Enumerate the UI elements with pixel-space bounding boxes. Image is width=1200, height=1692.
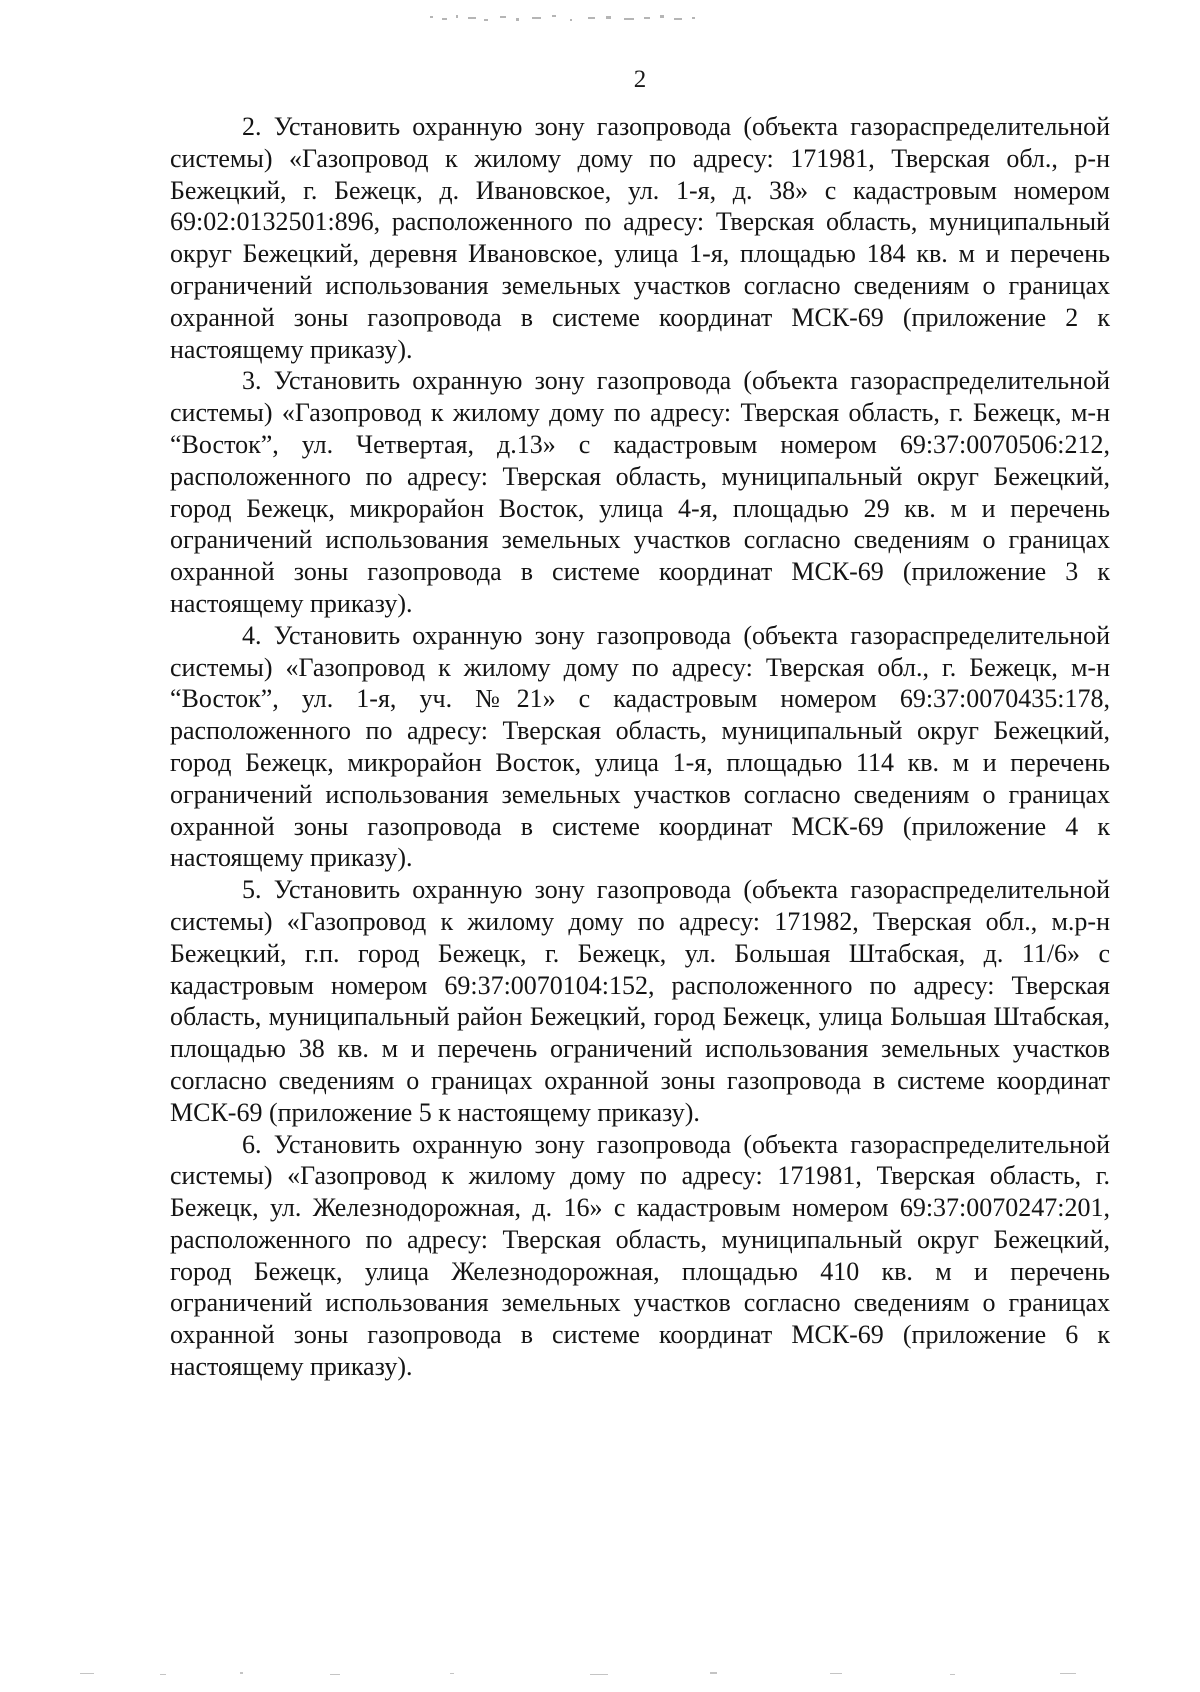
paragraph-4: 4. Установить охранную зону газопровода (объекта газораспределительной системы) «Газопровод к жилому дому по адресу: Тверская обл., г. Бежецк, м-н “Восток”, ул. 1-я, уч. №21» с кадастровым номером 69:37:0070435:178, расположенного по адресу: Тверская область, муниципальный округ Бежецкий, город Бежецк, микрорайон Восток, улица 1-я, площадью 114 кв. м и перечень ограничений использования земельных участков согласно сведениям о границах охранной зоны газопровода в системе координат МСК-69 (приложение 4 к настоящему приказу). (170, 620, 1110, 873)
document-body (170, 111, 1110, 1383)
scan-artifact (420, 8, 740, 30)
paragraph-3: 3. Установить охранную зону газопровода (объекта газораспределительной системы) «Газопровод к жилому дому по адресу: Тверская область, г. Бежецк, м-н “Восток”, ул. Четвертая, д.13» с кадастровым номером 69:37:0070506:212, расположенного по адресу: Тверская область, муниципальный округ Бежецкий, город Бежецк, микрорайон Восток, улица 4-я, площадью 29 кв. м и перечень ограничений использования земельных участков согласно сведениям о границах охранной зоны газопровода в системе координат МСК-69 (приложение 3 к настоящему приказу). (170, 366, 1110, 618)
page-number: 2 (633, 66, 647, 93)
paragraph-5: 5. Установить охранную зону газопровода (объекта газораспределительной системы) «Газопровод к жилому дому по адресу: 171982, Тверская обл., м.р-н Бежецкий, г.п. город Бежецк, г. Бежецк, ул. Большая Штабская, д. 11/6» с кадастровым номером 69:37:0070104:152, расположенного по адресу: Тверская область, муниципальный район Бежецкий, город Бежецк, улица Большая Штабская, площадью 38 кв. м и перечень ограничений использования земельных участков согласно сведениям о границах охранной зоны газопровода в системе координат МСК-69 (приложение 5 к настоящему приказу). (170, 875, 1110, 1127)
paragraph-6: 6. Установить охранную зону газопровода (объекта газораспределительной системы) «Газопровод к жилому дому по адресу: 171981, Тверская область, г. Бежецк, ул. Железнодорожная, д. 16» с кадастровым номером 69:37:0070247:201, расположенного по адресу: Тверская область, муниципальный округ Бежецкий, город Бежецк, улица Железнодорожная, площадью 410 кв. м и перечень ограничений использования земельных участков согласно сведениям о границах охранной зоны газопровода в системе координат МСК-69 (приложение 6 к настоящему приказу). (170, 1129, 1110, 1382)
scan-artifact-bottom (70, 1668, 1170, 1680)
paragraph-2: 2. Установить охранную зону газопровода (объекта газораспределительной системы) «Газопровод к жилому дому по адресу: 171981, Тверская обл., р-н Бежецкий, г. Бежецк, д. Ивановское, ул. 1-я, д. 38» с кадастровым номером 69:02:0132501:896, расположенного по адресу: Тверская область, муниципальный округ Бежецкий, деревня Ивановское, улица 1-я, площадью 184 кв. м и перечень ограничений использования земельных участков согласно сведениям о границах охранной зоны газопровода в системе координат МСК-69 (приложение 2 к настоящему приказу). (170, 112, 1110, 364)
